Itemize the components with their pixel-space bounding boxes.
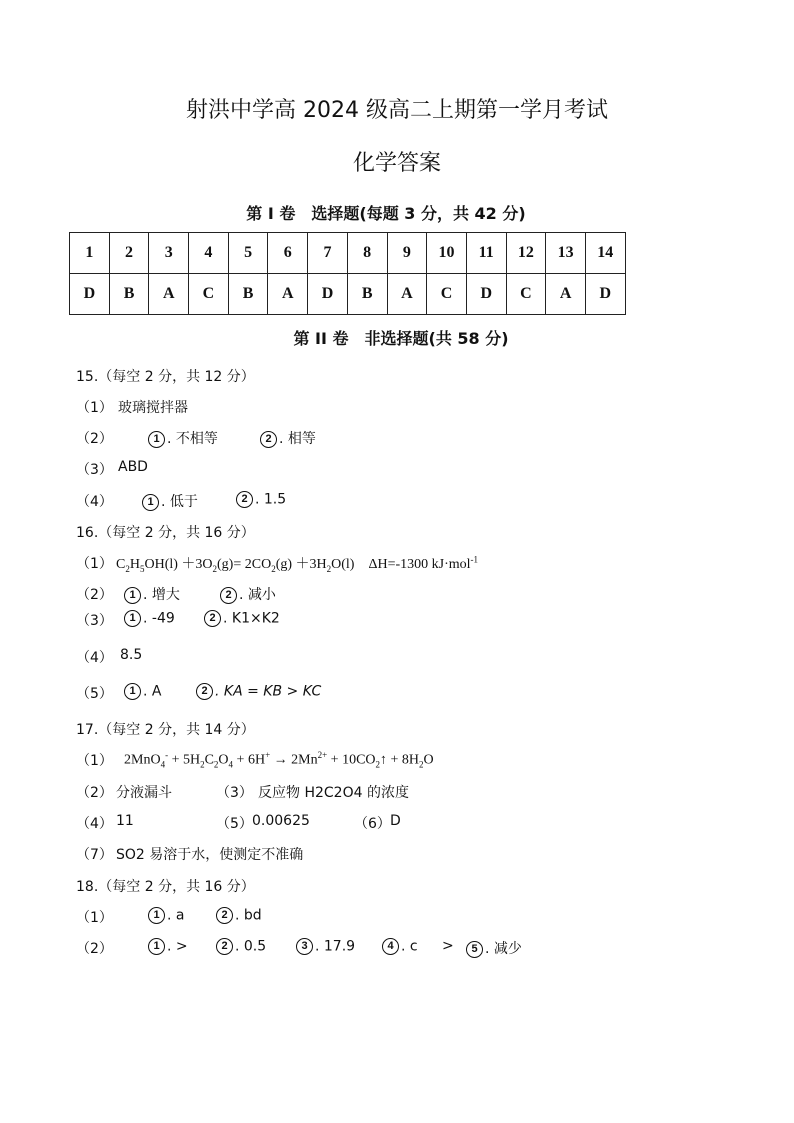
section-2-heading: 第 II 卷 非选择题(共 58 分)	[293, 329, 509, 348]
q16-header: 16.（每空 2 分，共 16 分）	[76, 525, 255, 541]
table-cell: 5	[228, 233, 268, 274]
part-label: （4）	[76, 494, 113, 510]
table-cell: D	[308, 274, 348, 315]
table-cell: A	[546, 274, 586, 315]
thermochemical-equation: $C_2H_5OH(l) +3O_2(g)= 2CO_2(g) +3H_2O(l)$ ΔH=-1300 kJ·mol$^{-1}$	[116, 554, 479, 574]
answer-text: . bd	[235, 907, 262, 924]
answer-text: . K1×K2	[223, 610, 280, 627]
part-label: （3）	[76, 613, 113, 629]
table-cell: B	[228, 274, 268, 315]
answer-text: D	[390, 813, 401, 829]
part-label: （5）	[76, 686, 113, 702]
table-cell: D	[466, 274, 506, 315]
q15-header: 15.（每空 2 分，共 12 分）	[76, 369, 255, 385]
table-cell: 13	[546, 233, 586, 274]
circled-number-5-icon: 5	[466, 941, 483, 958]
table-cell: C	[189, 274, 229, 315]
circled-number-1-icon: 1	[124, 587, 141, 604]
table-cell: B	[347, 274, 387, 315]
part-label: （4）	[76, 816, 113, 832]
part-label: （3）	[76, 462, 113, 478]
answer-text: 分液漏斗	[116, 785, 172, 801]
part-label: （3）	[216, 785, 253, 801]
section-1-heading: 第 I 卷 选择题(每题 3 分，共 42 分)	[246, 204, 526, 223]
q18-header: 18.（每空 2 分，共 16 分）	[76, 879, 255, 895]
answer-text: . 减少	[485, 941, 522, 957]
part-label: （1）	[76, 910, 113, 926]
table-cell: 14	[585, 233, 625, 274]
part-label: （1）	[76, 556, 113, 572]
circled-number-1-icon: 1	[148, 431, 165, 448]
table-cell: 9	[387, 233, 427, 274]
answer-table-number-row	[70, 233, 626, 274]
answer-text: 8.5	[120, 647, 143, 663]
answer-text: . 增大	[143, 587, 180, 603]
table-cell: D	[70, 274, 110, 315]
answer-table-answer-row	[70, 274, 626, 315]
circled-number-3-icon: 3	[296, 938, 313, 955]
table-cell: B	[109, 274, 149, 315]
table-cell: 6	[268, 233, 308, 274]
answer-text: 0.00625	[252, 813, 310, 829]
answer-text: . 减小	[239, 587, 276, 603]
answer-text: . >	[167, 938, 188, 955]
table-cell: 7	[308, 233, 348, 274]
table-cell: 8	[347, 233, 387, 274]
table-cell: 1	[70, 233, 110, 274]
answer-text: . a	[167, 907, 185, 924]
answer-text: . -49	[143, 610, 175, 627]
part-label: （4）	[76, 650, 113, 666]
circled-number-1-icon: 1	[124, 610, 141, 627]
answer-text: . 0.5	[235, 938, 267, 955]
circled-number-1-icon: 1	[142, 494, 159, 511]
part-label: （7）	[76, 847, 113, 863]
answer-text: . 不相等	[167, 431, 218, 447]
table-cell: 4	[189, 233, 229, 274]
part-label: （5）	[216, 816, 253, 832]
circled-number-1-icon: 1	[148, 938, 165, 955]
table-cell: 12	[506, 233, 546, 274]
answer-text: . 1.5	[255, 491, 287, 508]
circled-number-4-icon: 4	[382, 938, 399, 955]
answer-text: >	[442, 938, 454, 954]
part-label: （1）	[76, 400, 113, 416]
answer-text: . A	[143, 683, 162, 700]
document-subtitle: 化学答案	[352, 151, 441, 176]
table-cell: C	[506, 274, 546, 315]
answer-text: 11	[116, 813, 134, 829]
circled-number-2-icon: 2	[216, 907, 233, 924]
circled-number-2-icon: 2	[216, 938, 233, 955]
answer-text: . c	[401, 938, 418, 955]
circled-number-1-icon: 1	[148, 907, 165, 924]
table-cell: 11	[466, 233, 506, 274]
answer-text: . 17.9	[315, 938, 356, 955]
q17-header: 17.（每空 2 分，共 14 分）	[76, 722, 255, 738]
answer-text: 玻璃搅拌器	[118, 400, 188, 416]
table-cell: A	[268, 274, 308, 315]
table-cell: D	[585, 274, 625, 315]
table-cell: A	[149, 274, 189, 315]
ionic-equation: $2MnO_4^- + 5H_2C_2O_4 + 6H^+ \to 2Mn^{2+}$ + $10CO_2↑ + 8H_2O$	[124, 750, 434, 770]
circled-number-2-icon: 2	[220, 587, 237, 604]
circled-number-2-icon: 2	[196, 683, 213, 700]
answer-text: . 相等	[279, 431, 316, 447]
table-cell: 3	[149, 233, 189, 274]
answer-text: ABD	[118, 459, 148, 475]
answer-text: 反应物 H2C2O4 的浓度	[258, 785, 409, 801]
answer-text: SO2 易溶于水，使测定不准确	[116, 847, 304, 863]
part-label: （1）	[76, 753, 113, 769]
table-cell: 2	[109, 233, 149, 274]
part-label: （2）	[76, 941, 113, 957]
answer-text: . KA = KB > KC	[215, 683, 322, 700]
part-label: （2）	[76, 431, 113, 447]
answer-text: . 低于	[161, 494, 198, 510]
table-cell: 10	[427, 233, 467, 274]
circled-number-2-icon: 2	[260, 431, 277, 448]
part-label: （2）	[76, 785, 113, 801]
circled-number-1-icon: 1	[124, 683, 141, 700]
document-title: 射洪中学高 2024 级高二上期第一学月考试	[186, 98, 608, 123]
answer-table	[69, 232, 626, 315]
table-cell: C	[427, 274, 467, 315]
circled-number-2-icon: 2	[236, 491, 253, 508]
circled-number-2-icon: 2	[204, 610, 221, 627]
table-cell: A	[387, 274, 427, 315]
part-label: （6）	[354, 816, 391, 832]
part-label: （2）	[76, 587, 113, 603]
